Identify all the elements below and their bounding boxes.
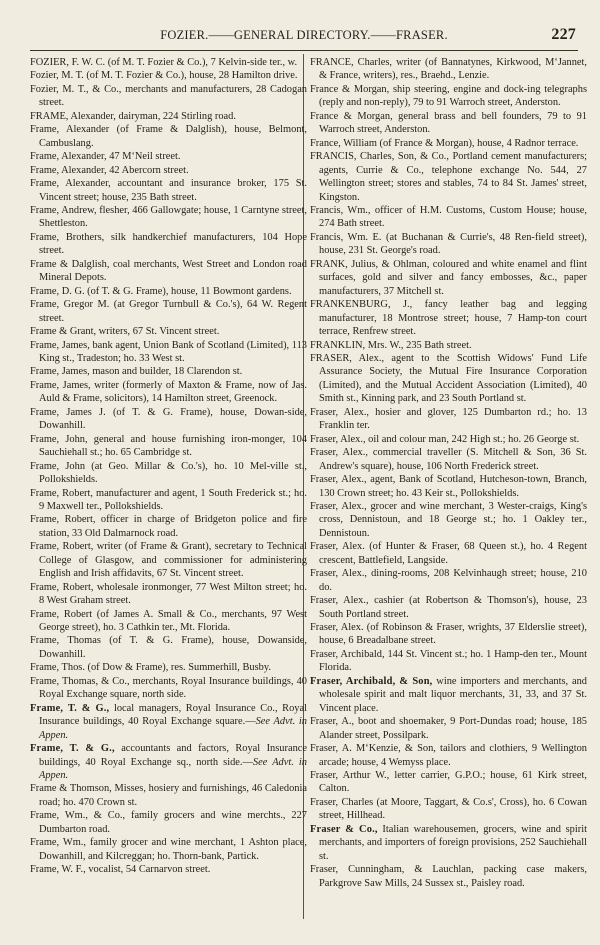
header-rule — [30, 50, 578, 51]
directory-entry: Frame, Alexander (of Frame & Dalglish), house, Belmont, Cambuslang. — [30, 124, 307, 149]
directory-entry: Frame, Wm., & Co., family grocers and wine merchts., 227 Dumbarton road. — [30, 810, 307, 835]
directory-entry: Frame, John (at Geo. Millar & Co.'s), ho. 10 Mel-ville st., Pollokshields. — [30, 460, 307, 486]
entry-bold-name: Fraser, Archibald, & Son, — [310, 675, 433, 687]
directory-entry: FRAME, Alexander, dairyman, 224 Stirling road. — [30, 110, 236, 122]
directory-entry: Fraser, A., boot and shoemaker, 9 Port-Dundas road; house, 185 Alander street, Possilpark. — [310, 716, 587, 741]
directory-entry: Frame & Grant, writers, 67 St. Vincent street. — [30, 326, 220, 338]
directory-entry: Fraser, Alex., grocer and wine merchant, 3 Wester-craigs, King's cross, Dennistoun, and 18 George st.; ho. 1 Oakley ter., Dennistoun. — [310, 500, 587, 539]
directory-entry: FRANKENBURG, J., fancy leather bag and legging manufacturer, 18 Montrose street; house, 7 Hamp-ton court terrace, Renfrew street. — [310, 299, 587, 338]
right-column — [310, 56, 587, 890]
directory-entry: Fraser, Alex., agent, Bank of Scotland, Hutcheson-town, Branch, 130 Crown street; ho. 43 Keir st., Pollokshields. — [310, 474, 587, 499]
directory-entry: FRANCE, Charles, writer (of Bannatynes, Kirkwood, M‘Jannet, & France, writers), res., Braehd., Lenzie. — [310, 57, 587, 82]
directory-entry: FRANCIS, Charles, Son, & Co., Portland cement manufacturers; agents, Currie & Co., telephone exchange No. 544, 27 Wellington street; stores and stables, 74 to 84 St. James' street, Kingston. — [310, 151, 587, 203]
directory-entry: France & Morgan, general brass and bell founders, 79 to 91 Warroch street, Anderston. — [310, 110, 587, 136]
directory-entry: Frame, Alexander, accountant and insurance broker, 175 St. Vincent street; house, 235 Bath street. — [30, 178, 307, 203]
directory-entry: Fraser, Archibald, 144 St. Vincent st.; ho. 1 Hamp-den ter., Mount Florida. — [310, 648, 587, 674]
directory-entry: Fraser, Alex., hosier and glover, 125 Dumbarton rd.; ho. 13 Franklin ter. — [310, 406, 587, 432]
directory-entry: Fraser, Charles (at Moore, Taggart, & Co.s', Cross), ho. 6 Cowan street, Hillhead. — [310, 796, 587, 822]
directory-entry: Frame, W. F., vocalist, 54 Carnarvon street. — [30, 864, 211, 876]
directory-entry: Frame, Brothers, silk handkerchief manufacturers, 104 Hope street. — [30, 231, 307, 257]
directory-entry: Frame, Robert, manufacturer and agent, 1 South Frederick st.; ho. 9 Maxwell ter., Pollokshields. — [30, 487, 307, 512]
directory-entry: Frame, Thomas (of T. & G. Frame), house, Dowanside, Dowanhill. — [30, 635, 307, 660]
directory-entry: Fraser, Arthur W., letter carrier, G.P.O.; house, 61 Kirk street, Calton. — [310, 770, 587, 795]
directory-entry: Frame, Gregor M. (at Gregor Turnbull & Co.'s), 64 W. Regent street. — [30, 299, 307, 324]
directory-entry: France, William (of France & Morgan), house, 4 Radnor terrace. — [310, 137, 579, 149]
advert-reference: See Advt. in Appen. — [39, 756, 307, 782]
directory-entry: FOZIER, F. W. C. (of M. T. Fozier & Co.), 7 Kelvin-side ter., w. — [30, 57, 298, 68]
directory-entry: Frame, James, writer (formerly of Maxton & Frame, now of Jas. Auld & Frame, solicitors), 14 Hamilton street, Greenock. — [30, 379, 307, 405]
directory-entry: Frame & Thomson, Misses, hosiery and furnishings, 46 Caledonia road; ho. 470 Crown st. — [30, 783, 307, 808]
directory-entry: Frame, D. G. (of T. & G. Frame), house, 11 Bowmont gardens. — [30, 285, 292, 297]
directory-entry-featured — [30, 742, 307, 782]
entry-text: Italian warehousemen, grocers, wine and spirit merchants, and importers of foreign provisions, 252 Sauchiehall st. — [319, 823, 587, 862]
directory-entry: Francis, Wm. E. (at Buchanan & Currie's, 48 Ren-field street), house, 231 St. George's road. — [310, 231, 587, 257]
directory-entry: Frame, James, bank agent, Union Bank of Scotland (Limited), 113 King st., Tradeston; ho. 33 West st. — [30, 339, 307, 364]
directory-entry: Frame, James J. (of T. & G. Frame), house, Dowan-side, Dowanhill. — [30, 406, 307, 432]
directory-entry: Frame, Thos. (of Dow & Frame), res. Summerhill, Busby. — [30, 662, 271, 674]
directory-entry: Francis, Wm., officer of H.M. Customs, Custom House; house, 274 Bath street. — [310, 204, 587, 230]
entry-text: local managers, Royal Insurance Co., Royal Insurance buildings, 40 Royal Exchange square.— — [39, 702, 307, 728]
directory-entry: Frame, Thomas, & Co., merchants, Royal Insurance buildings, 40 Royal Exchange square, north side. — [30, 675, 307, 701]
directory-entry: Frame, Robert, writer (of Frame & Grant), secretary to Technical College of Glasgow, and commissioner for administering English and Irish affidavits, 67 St. Vincent street. — [30, 541, 307, 580]
directory-entry: Fraser, Alex., commercial traveller (S. Mitchell & Son, 36 St. Andrew's square), house, 106 North Frederick street. — [310, 447, 587, 472]
directory-entry: Fraser, Alex., oil and colour man, 242 High st.; ho. 26 George st. — [310, 433, 580, 445]
entry-bold-name: Fraser & Co., — [310, 823, 378, 835]
entry-bold-name: Frame, T. & G., — [30, 702, 110, 714]
directory-entry: FRASER, Alex., agent to the Scottish Widows' Fund Life Assurance Society, the Mutual Fire Insurance Corporation (Limited), and the Mutual Accident Association (Limited), 40 Smith st., Kinning park, and 23 South Portland st. — [310, 352, 587, 405]
directory-entry: Frame, Alexander, 42 Abercorn street. — [30, 164, 189, 176]
directory-entry-featured — [310, 823, 587, 863]
directory-entry: Frame, Robert (of James A. Small & Co., merchants, 97 West George street), ho. 3 Cathkin ter., Mt. Florida. — [30, 608, 307, 634]
directory-entry: Fraser, Alex. (of Hunter & Fraser, 68 Queen st.), ho. 4 Regent crescent, Battlefield, Langside. — [310, 541, 587, 566]
directory-entry: FRANKLIN, Mrs. W., 235 Bath street. — [310, 339, 472, 351]
advert-reference: See Advt. in Appen. — [39, 716, 308, 741]
entry-text: accountants and factors, Royal Insurance buildings, 40 Royal Exchange sq., north side.— — [39, 743, 307, 768]
directory-entry: Fraser, Alex. (of Robinson & Fraser, wrights, 37 Elderslie street), house, 6 Breadalbane street. — [310, 622, 587, 647]
left-column — [30, 56, 307, 877]
directory-entry: Frame, Wm., family grocer and wine merchant, 1 Ashton place, Dowanhill, and Kilcreggan; ho. Thorn-bank, Partick. — [30, 837, 307, 862]
entry-text: wine importers and merchants, and wholesale spirit and malt liquor merchants, 31, 33, and 37 St. Vincent place. — [319, 675, 587, 714]
directory-entry: Frame, Robert, officer in charge of Bridgeton police and fire station, 33 Old Dalmarnock road. — [30, 514, 307, 539]
directory-entry: Fozier, M. T., & Co., merchants and manufacturers, 28 Cadogan street. — [30, 83, 307, 109]
entry-bold-name: Frame, T. & G., — [30, 743, 115, 755]
directory-entry: Frame, Alexander, 47 M‘Neil street. — [30, 151, 181, 163]
header-title: FOZIER.——GENERAL DIRECTORY.——FRASER. — [160, 28, 448, 42]
directory-entry: Frame & Dalglish, coal merchants, West Street and London road Mineral Depots. — [30, 258, 307, 284]
directory-entry: Fraser, Cunningham, & Lauchlan, packing case makers, Parkgrove Saw Mills, 24 Sussex st., Paisley road. — [310, 864, 587, 889]
running-header — [30, 26, 578, 48]
directory-entry: Frame, John, general and house furnishing iron-monger, 104 Sauchiehall st.; ho. 65 Cambridge st. — [30, 433, 307, 459]
directory-entry-featured — [30, 702, 307, 742]
directory-entry: Frame, James, mason and builder, 18 Clarendon st. — [30, 366, 243, 378]
directory-entry: FRANK, Julius, & Ohlman, coloured and white enamel and flint surfaces, gold and silver and fancy embosses, &c., paper manufacturers, 37 Mitchell st. — [310, 258, 587, 297]
directory-entry: Fraser, A. M‘Kenzie, & Son, tailors and clothiers, 9 Wellington arcade; house, 4 Wemyss place. — [310, 743, 587, 768]
directory-entry: Fraser, Alex., cashier (at Robertson & Thomson's), house, 23 South Portland street. — [310, 595, 587, 620]
directory-entry: Fraser, Alex., dining-rooms, 208 Kelvinhaugh street; house, 210 do. — [310, 568, 587, 593]
directory-entry: France & Morgan, ship steering, engine and dock-ing telegraphs (reply and non-reply), 79 to 91 Warroch street, Anderston. — [310, 83, 587, 109]
directory-entry: Frame, Robert, wholesale ironmonger, 77 West Milton street; ho. 8 West Graham street. — [30, 581, 307, 607]
page-number: 227 — [551, 26, 576, 43]
directory-entry-featured — [310, 675, 587, 715]
directory-entry: Frame, Andrew, flesher, 466 Gallowgate; house, 1 Carntyne street, Shettleston. — [30, 204, 307, 230]
directory-entry: Fozier, M. T. (of M. T. Fozier & Co.), house, 28 Hamilton drive. — [30, 70, 298, 82]
